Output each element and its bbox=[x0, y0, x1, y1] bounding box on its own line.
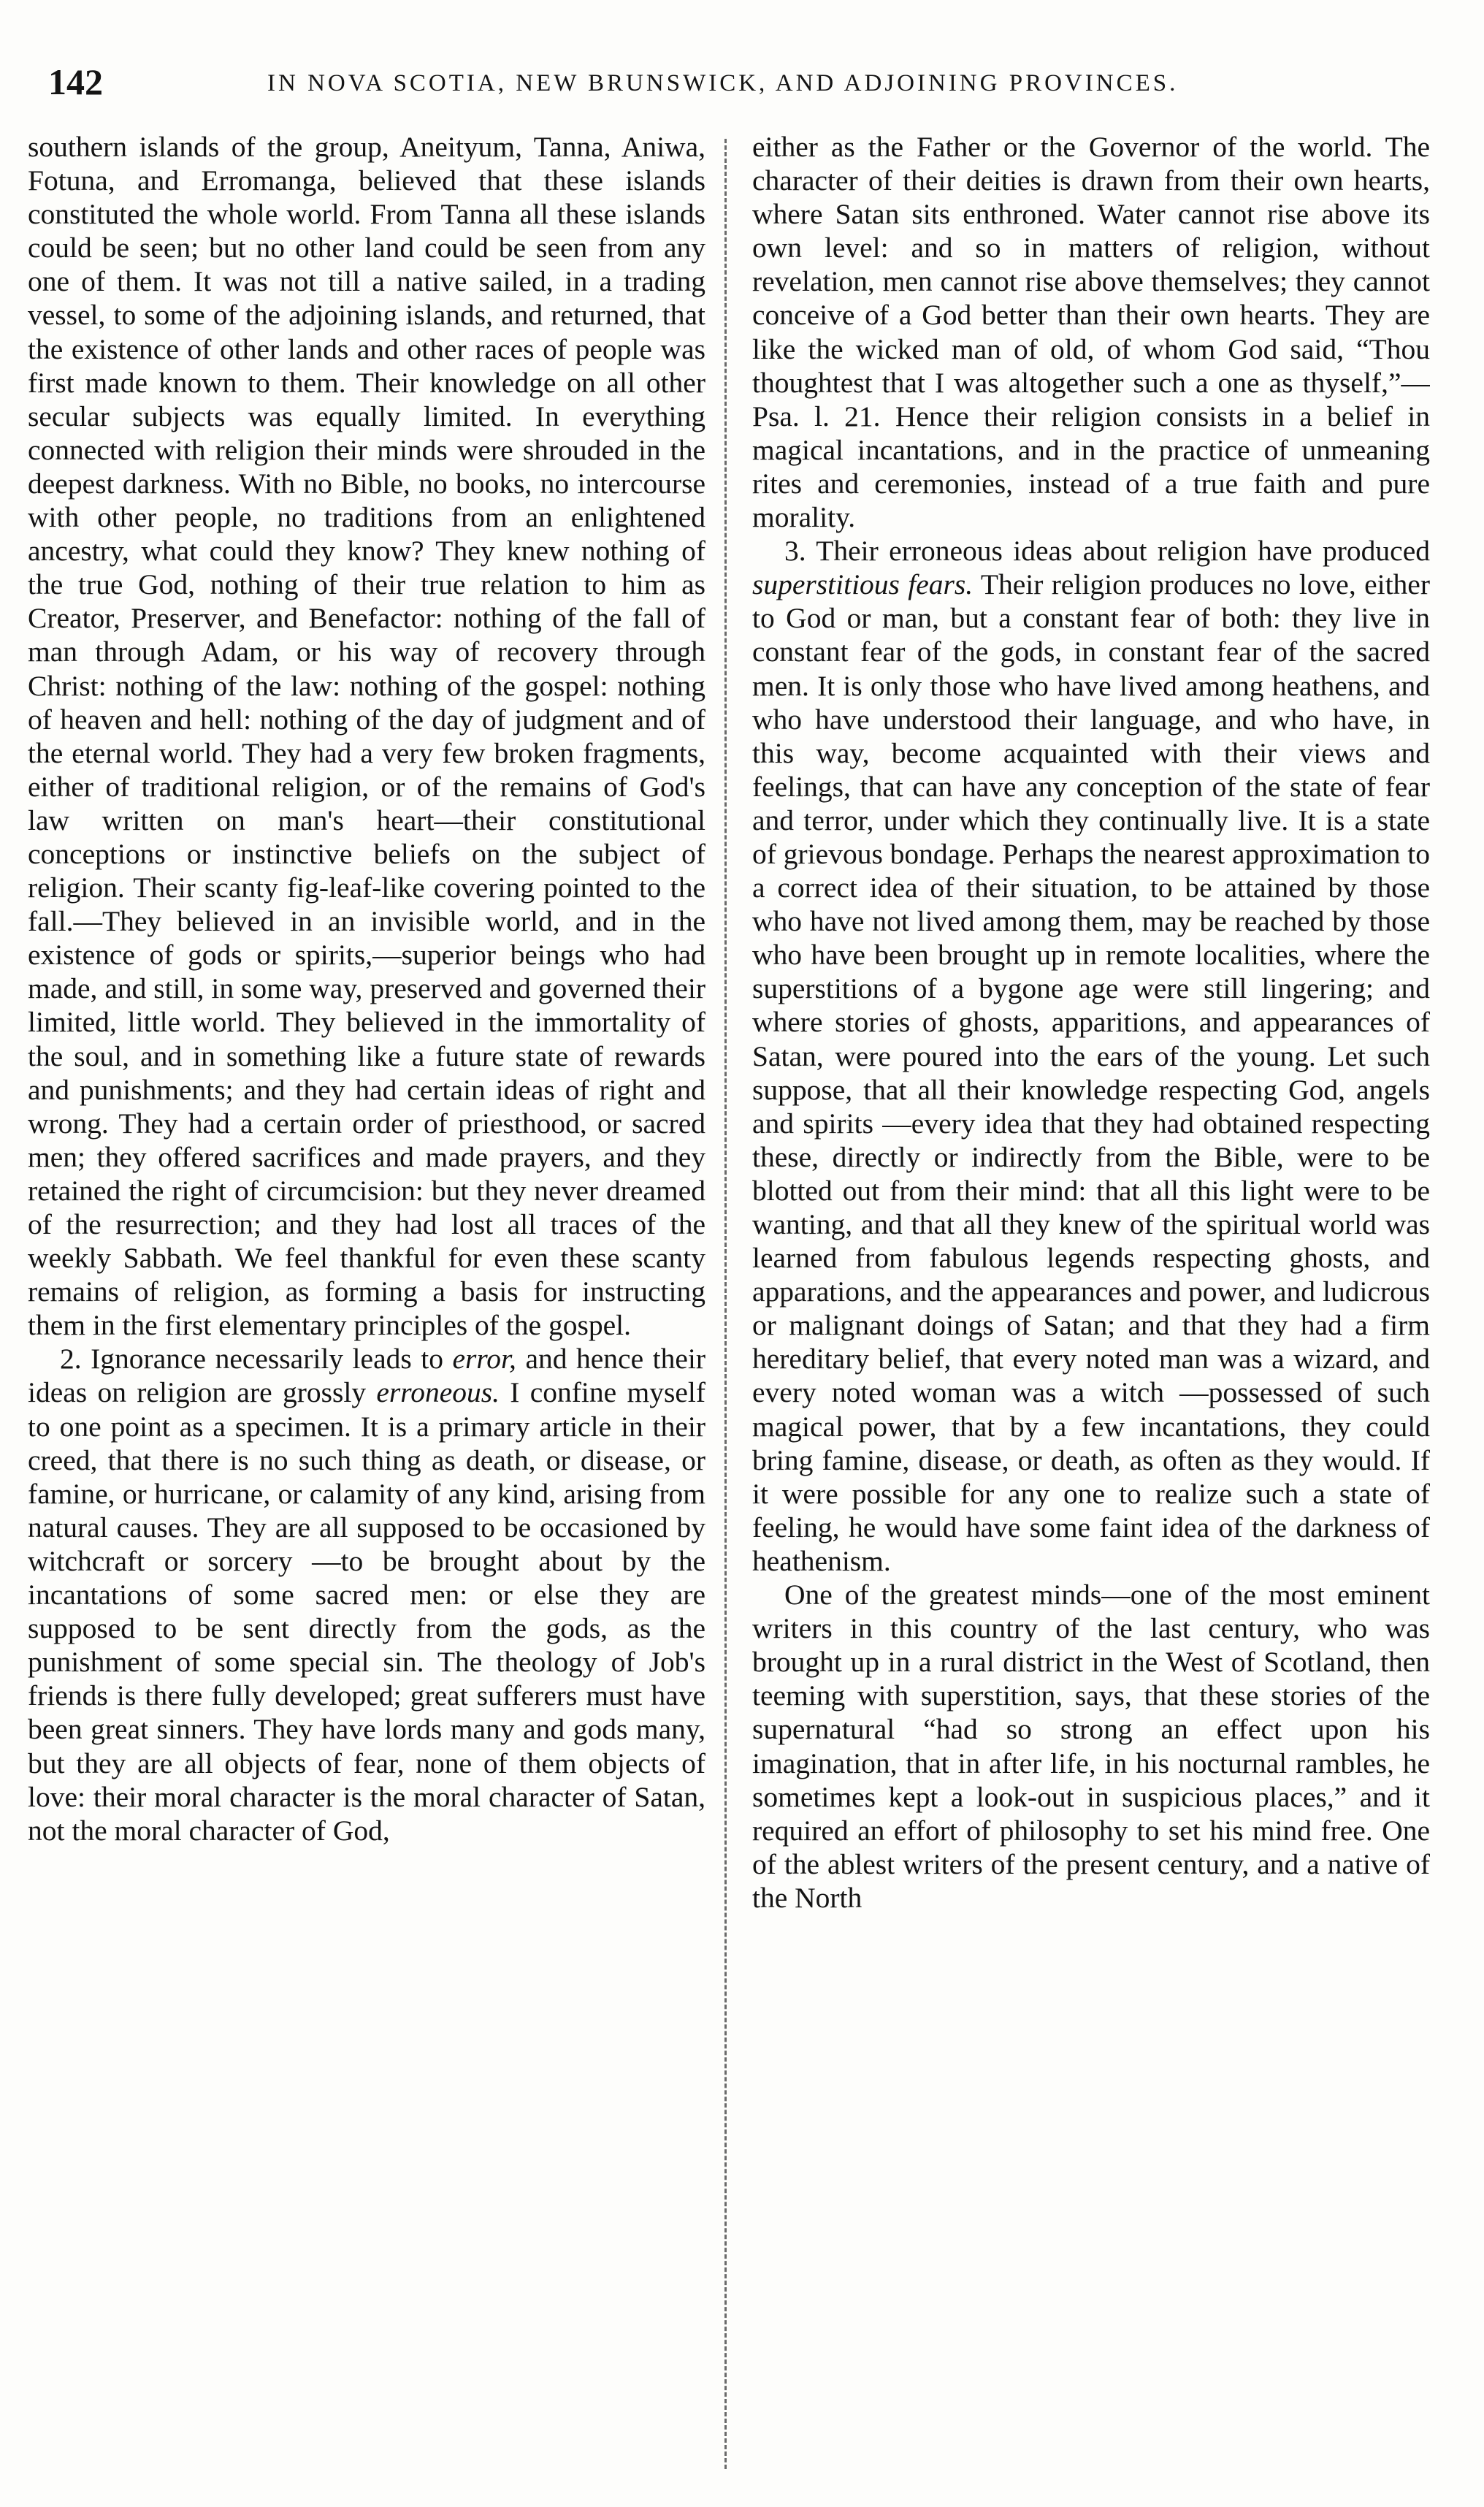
left-column bbox=[28, 130, 705, 2482]
left-paragraph-2-italic-error: error, bbox=[452, 1343, 516, 1375]
left-paragraph-2-text-c: I confine myself to one point as a specimen. It is a primary article in their creed, that there is no such thing as death, or disease, or famine, or hurricane, or calamity of any kind, arising from natural causes. They are all supposed to be occasioned by witchcraft or sorcery —to be brought about by the incantations of some sacred men: or else they are supposed to be sent directly from the gods, as the punishment of some special sin. The theology of Job's friends is there fully developed; great sufferers must have been great sinners. They have lords many and gods many, but they are all objects of fear, none of them objects of love: their moral character is the moral character of Satan, not the moral character of God, bbox=[28, 1376, 705, 1847]
right-paragraph-2-italic-superstitious-fears: superstitious fears. bbox=[752, 568, 974, 601]
left-paragraph-1: southern islands of the group, Aneityum, Tanna, Aniwa, Fotuna, and Erromanga, believed that these islands constituted the whole world. From Tanna all these islands could be seen; but no other land could be seen from any one of them. It was not till a native sailed, in a trading vessel, to some of the adjoining islands, and returned, that the existence of other lands and other races of people was first made known to them. Their knowledge on all other secular subjects was equally limited. In everything connected with religion their minds were shrouded in the deepest darkness. With no Bible, no books, no intercourse with other people, no traditions from an enlightened ancestry, what could they know? They knew nothing of the true God, nothing of their true relation to him as Creator, Preserver, and Benefactor: nothing of the fall of man through Adam, or his way of recovery through Christ: nothing of the law: nothing of the gospel: nothing of heaven and hell: nothing of the day of judgment and of the eternal world. They had a very few broken fragments, either of traditional religion, or of the remains of God's law written on man's heart—their constitutional conceptions or instinctive beliefs on the subject of religion. Their scanty fig-leaf-like covering pointed to the fall.—They believed in an invisible world, and in the existence of gods or spirits,—superior beings who had made, and still, in some way, preserved and governed their limited, little world. They believed in the immortality of the soul, and in something like a future state of rewards and punishments; and they had certain ideas of right and wrong. They had a certain order of priesthood, or sacred men; they offered sacrifices and made prayers, and they retained the right of circumcision: but they never dreamed of the resurrection; and they had lost all traces of the weekly Sabbath. We feel thankful for even these scanty remains of religion, as forming a basis for instructing them in the first elementary principles of the gospel. bbox=[28, 131, 705, 1342]
right-paragraph-1: either as the Father or the Governor of the world. The character of their deities is drawn from their own hearts, where Satan sits enthroned. Water cannot rise above its own level: and so in matters of religion, without revelation, men cannot rise above themselves; they cannot conceive of a God better than their own hearts. They are like the wicked man of old, of whom God said, “Thou thoughtest that I was altogether such a one as thyself,”—Psa. l. 21. Hence their religion consists in a belief in magical incantations, and in the practice of unmeaning rites and ceremonies, instead of a true faith and pure morality. bbox=[752, 131, 1430, 534]
left-paragraph-2-text-a: 2. Ignorance necessarily leads to bbox=[60, 1343, 453, 1375]
left-paragraph-2 bbox=[28, 1342, 705, 1847]
left-paragraph-2-text-b: and hence their ideas on religion are grossly bbox=[28, 1343, 705, 1409]
right-paragraph-3: One of the greatest minds—one of the most eminent writers in this country of the last century, who was brought up in a rural district in the West of Scotland, then teeming with superstition, says, that these stories of the supernatural “had so strong an effect upon his imagination, that in after life, in his nocturnal rambles, he sometimes kept a look-out in suspicious places,” and it required an effort of philosophy to set his mind free. One of the ablest writers of the present century, and a native of the North bbox=[752, 1579, 1430, 1914]
right-paragraph-2-text-a: 3. Their erroneous ideas about religion have produced bbox=[784, 535, 1430, 568]
left-paragraph-2-italic-erroneous: erroneous. bbox=[376, 1376, 500, 1409]
page-header bbox=[48, 60, 1415, 104]
right-paragraph-2 bbox=[752, 534, 1430, 1578]
right-column bbox=[752, 130, 1430, 2482]
right-paragraph-2-text-b: Their religion produces no love, either to God or man, but a constant fear of both: they live in constant fear of the gods, in constant fear of the sacred men. It is only those who have lived among heathens, and who have understood their language, and who have, in this way, become acquainted with their views and feelings, that can have any conception of the state of fear and terror, under which they continually live. It is a state of grievous bondage. Perhaps the nearest approximation to a correct idea of their situation, to be attained by those who have not lived among them, may be reached by those who have been brought up in remote localities, where the superstitions of a bygone age were still lingering; and where stories of ghosts, apparitions, and appearances of Satan, were poured into the ears of the young. Let such suppose, that all their knowledge respecting God, angels and spirits —every idea that they had obtained respecting these, directly or indirectly from the Bible, were to be blotted out from their mind: that all this light were to be wanting, and that all they knew of the spiritual world was learned from fabulous legends respecting ghosts, and apparations, and the appearances and power, and ludicrous or malignant doings of Satan; and that they had a firm hereditary belief, that every noted man was a wizard, and every noted woman was a witch —possessed of such magical power, that by a few incantations, they could bring famine, disease, or death, as often as they would. If it were possible for any one to realize such a state of feeling, he would have some faint idea of the darkness of heathenism. bbox=[752, 568, 1430, 1577]
column-divider bbox=[724, 139, 727, 2469]
running-head: IN NOVA SCOTIA, NEW BRUNSWICK, AND ADJOINING PROVINCES. bbox=[267, 70, 1179, 96]
page-number: 142 bbox=[48, 61, 103, 102]
